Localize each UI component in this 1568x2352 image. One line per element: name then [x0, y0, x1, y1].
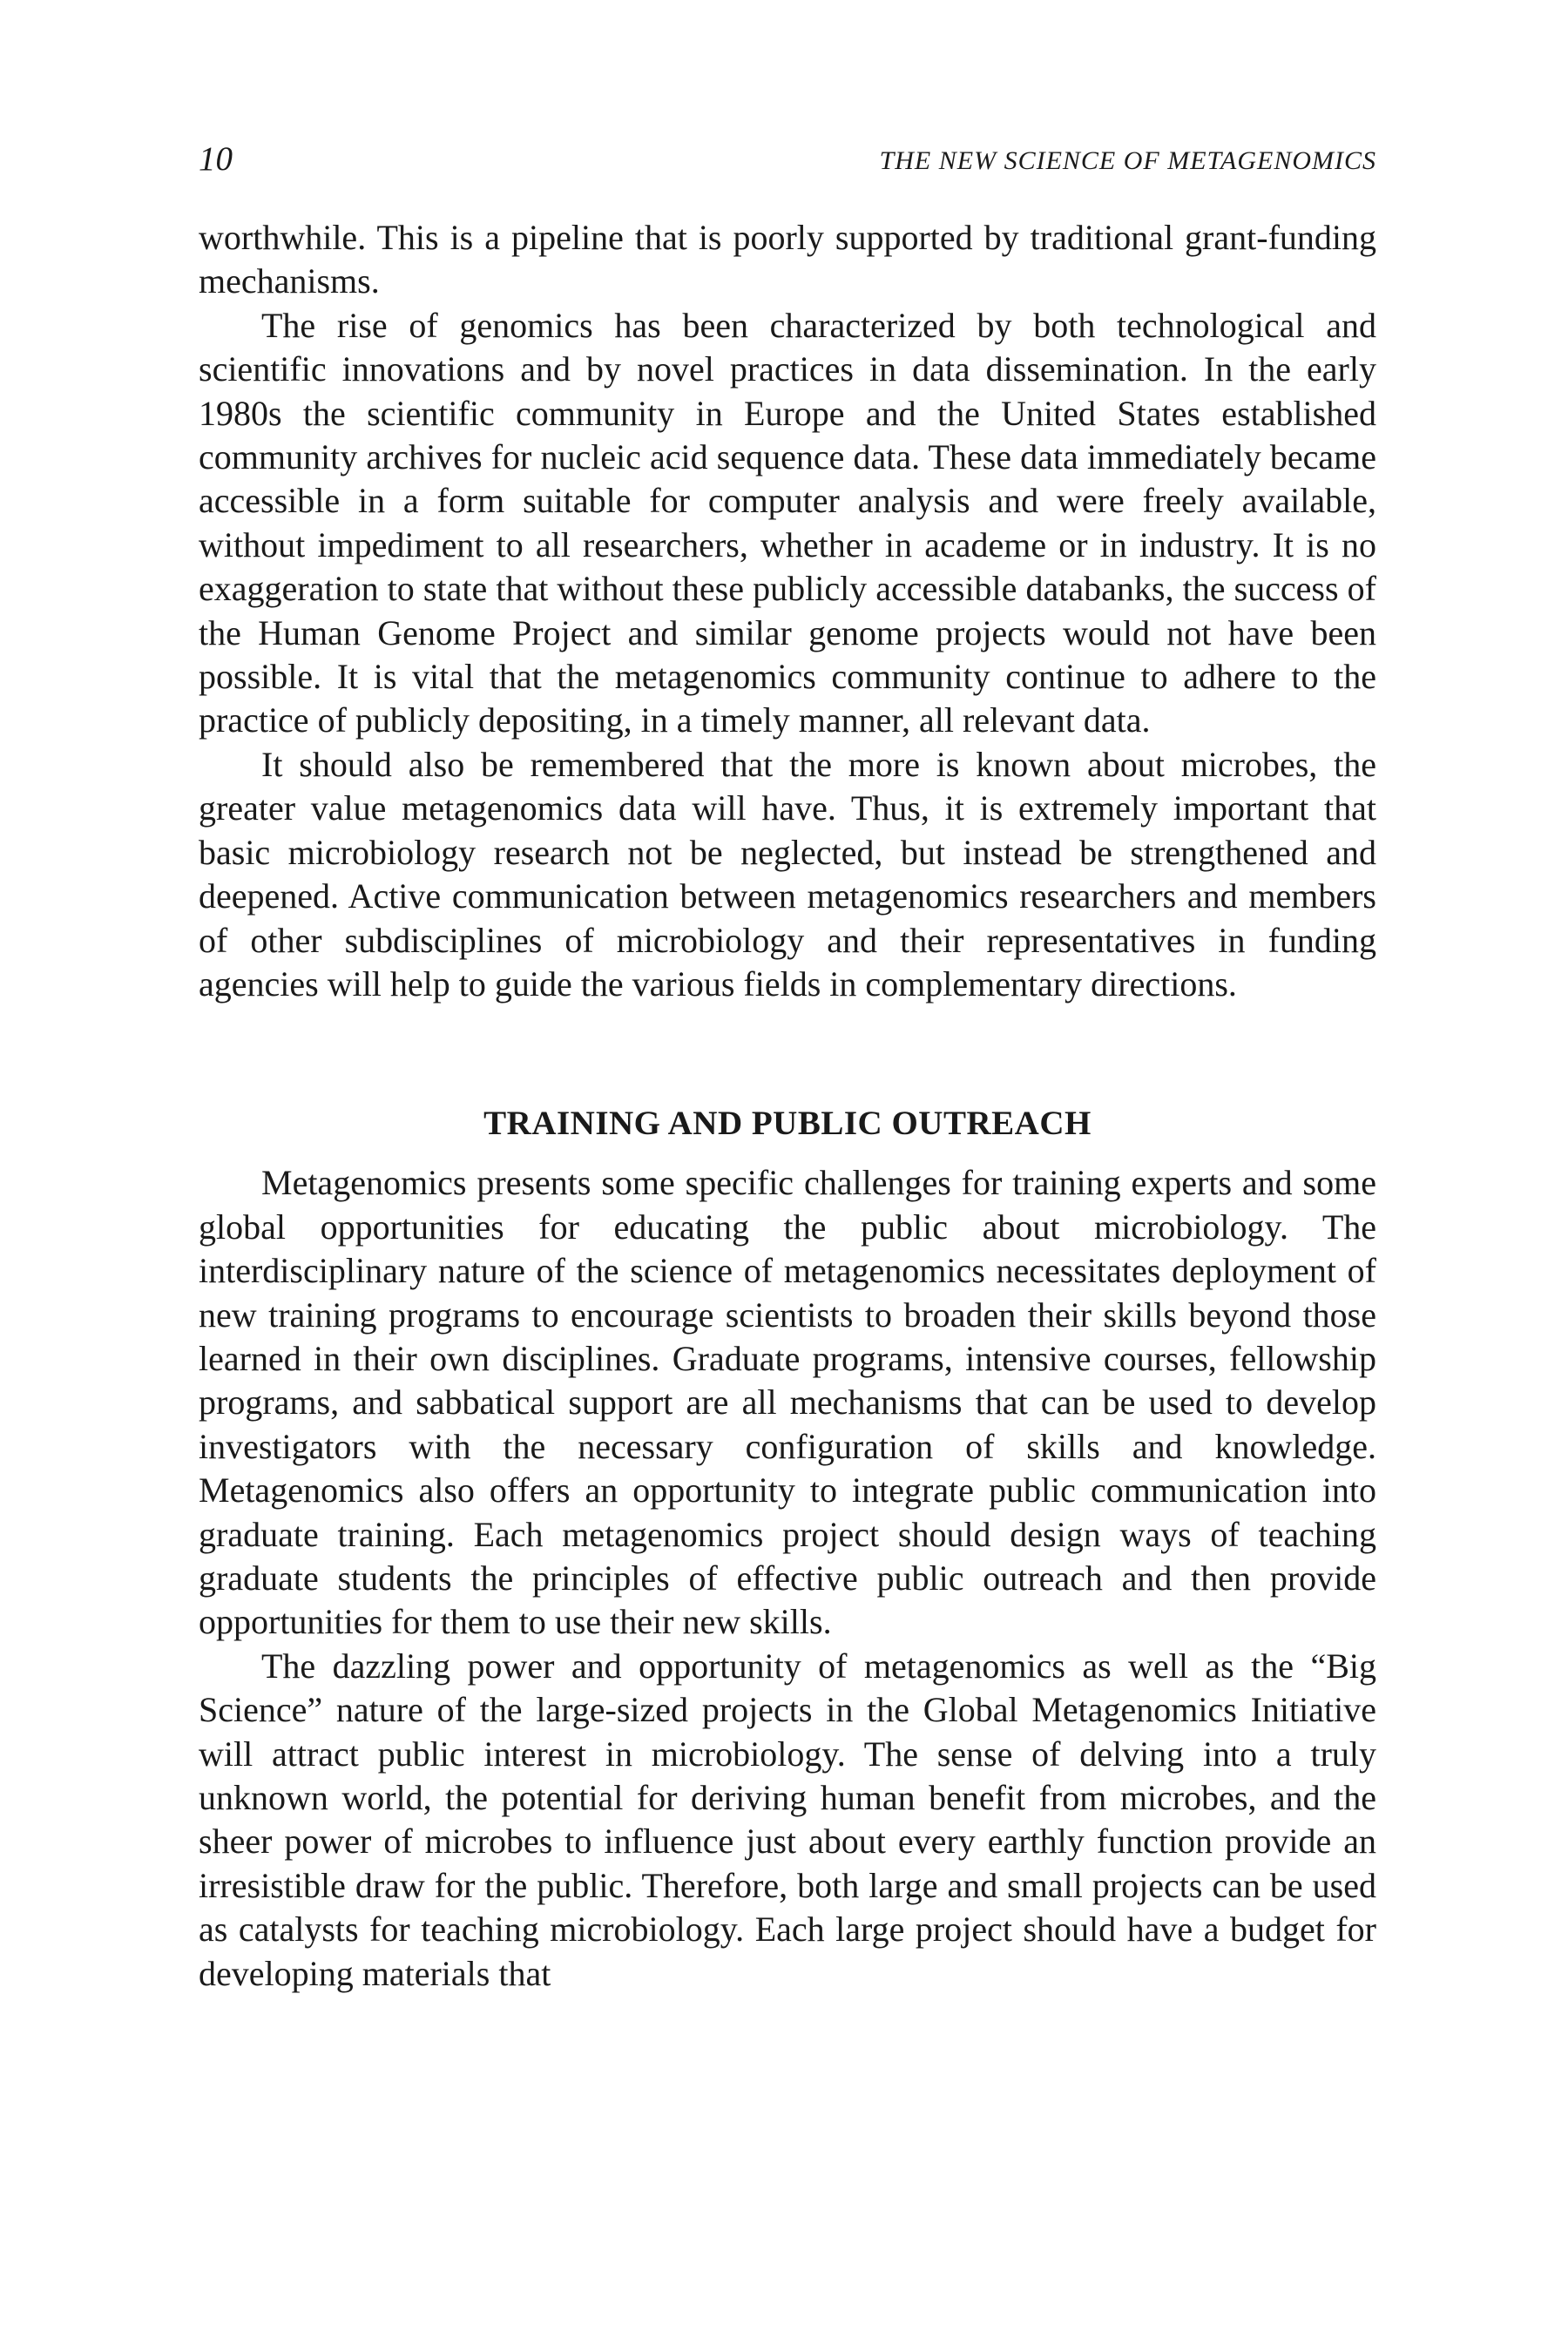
paragraph-continuation: worthwhile. This is a pipeline that is poorly supported by traditional grant-funding mechanisms. — [199, 218, 1376, 301]
section-heading: TRAINING AND PUBLIC OUTREACH — [483, 1105, 1092, 1143]
paragraph: Metagenomics presents some specific challenges for training experts and some global opportunities for educating the public about microbiology. The interdisciplinary nature of the science of metagenomics necessitates deployment of new training programs to encourage scientists to broaden their skills beyond those learned in their own disciplines. Graduate programs, intensive courses, fellowship programs, and sabbatical support are all mechanisms that can be used to develop investigators with the necessary configuration of skills and knowledge. Metagenomics also offers an opportunity to integrate public communication into graduate training. Each metagenomics project should design ways of teaching graduate students the principles of effective public outreach and then provide opportunities for them to use their new skills. — [199, 1163, 1376, 1642]
running-title: THE NEW SCIENCE OF METAGENOMICS — [879, 146, 1376, 175]
paragraph: The dazzling power and opportunity of metagenomics as well as the “Big Science” nature of the large-sized projects in the Global Metagenomics Initiative will attract public interest in microbiology. The sense of delving into a truly unknown world, the potential for deriving human benefit from microbes, and the sheer power of microbes to influence just about every earthly function provide an irresistible draw for the public. Therefore, both large and small projects can be used as catalysts for teaching microbiology. Each large project should have a budget for developing materials that — [199, 1646, 1376, 1993]
body-text — [199, 216, 1376, 1996]
book-page — [199, 139, 1376, 1996]
running-head — [199, 139, 1376, 183]
page-number: 10 — [199, 140, 233, 178]
paragraph: The rise of genomics has been characterized by both technological and scientific innovations and by novel practices in data dissemination. In the early 1980s the scientific community in Europe and the United States established community archives for nucleic acid sequence data. These data immediately became accessible in a form suitable for computer analysis and were freely available, without impediment to all researchers, whether in academe or in industry. It is no exaggeration to state that without these publicly accessible databanks, the success of the Human Genome Project and similar genome projects would not have been possible. It is vital that the metagenomics community continue to adhere to the practice of publicly depositing, in a timely manner, all relevant data. — [199, 305, 1376, 740]
paragraph: It should also be remembered that the more is known about microbes, the greater value metagenomics data will have. Thus, it is extremely important that basic microbiology research not be neglected, but instead be strengthened and deepened. Active communication between metagenomics researchers and members of other subdisciplines of microbiology and their representatives in funding agencies will help to guide the various fields in complementary directions. — [199, 744, 1376, 1004]
